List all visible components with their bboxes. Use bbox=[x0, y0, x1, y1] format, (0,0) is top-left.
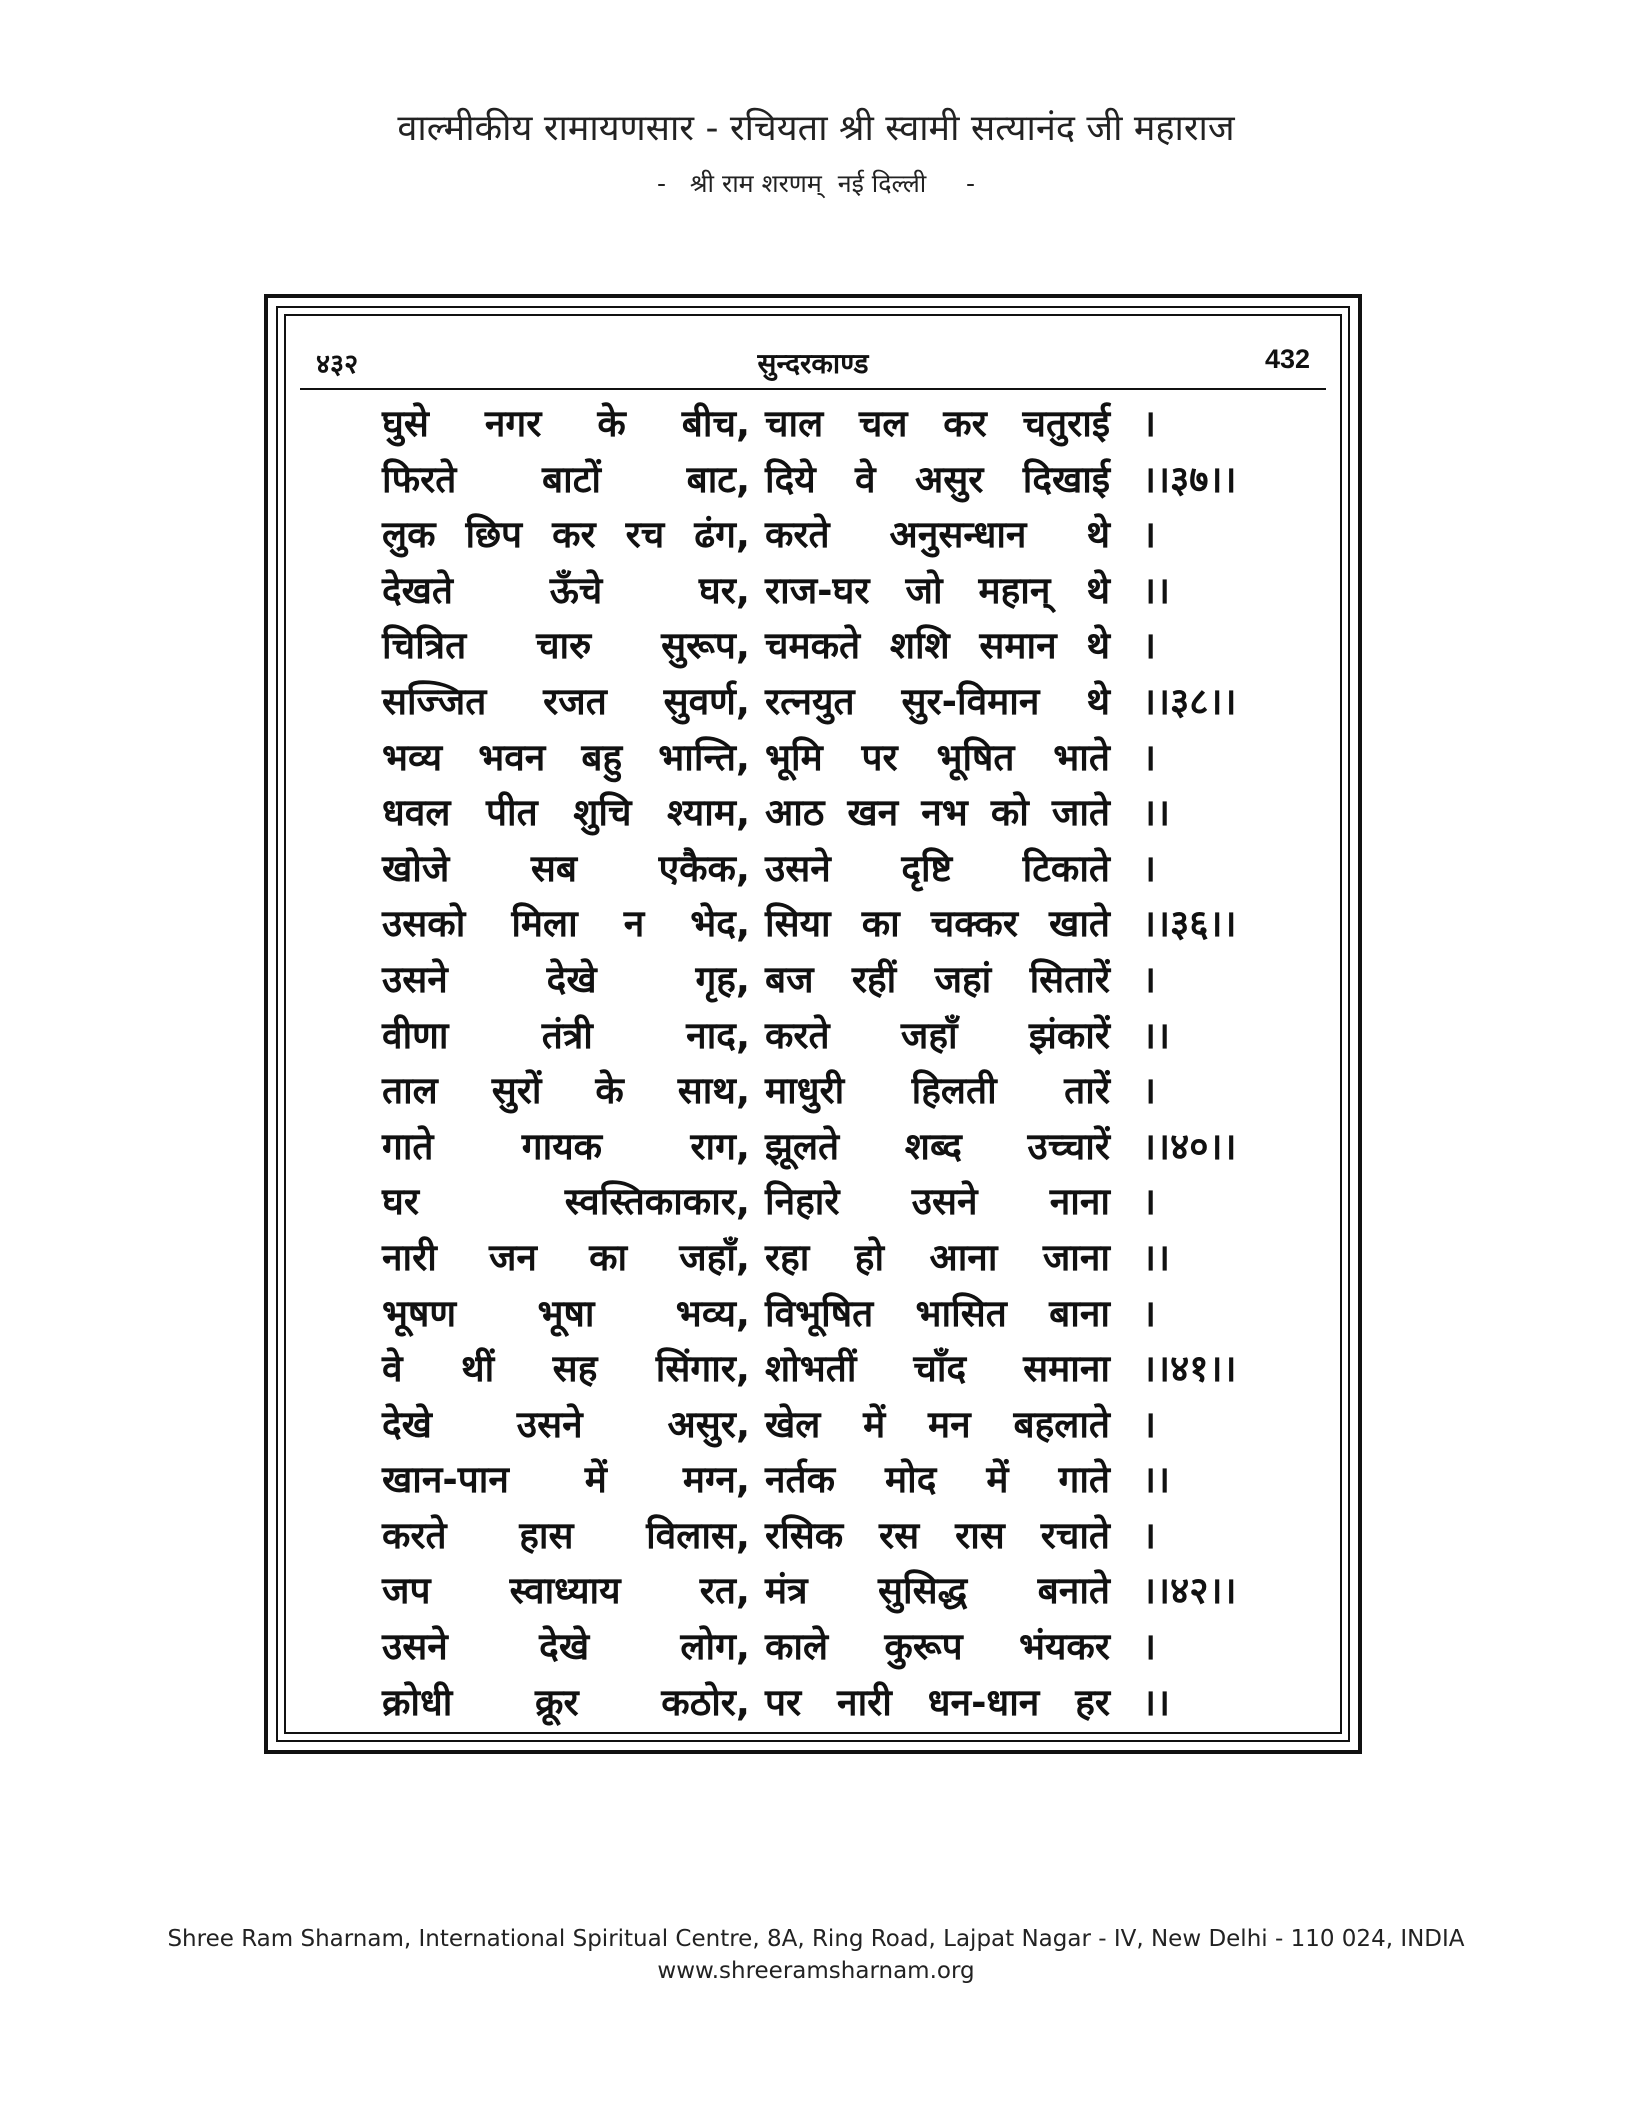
verse-mark: ।। bbox=[1142, 1235, 1171, 1279]
verse-second-half: दिये वे असुर दिखाई bbox=[765, 457, 1110, 501]
verse-first-half: ताल सुरों के साथ, bbox=[382, 1069, 750, 1113]
verse-second-half: आठ खन नभ को जाते bbox=[765, 791, 1110, 835]
verse-second-half: सिया का चक्कर खाते bbox=[765, 902, 1110, 946]
verse-second-half: चमकते शशि समान थे bbox=[765, 624, 1110, 668]
verse-first-half: उसने देखे लोग, bbox=[382, 1625, 750, 1669]
verse-first-half: भव्य भवन बहु भान्ति, bbox=[382, 735, 750, 779]
verse-line bbox=[382, 1230, 1282, 1286]
verse-mark: ।।३८।। bbox=[1142, 679, 1237, 723]
verse-line bbox=[382, 1174, 1282, 1230]
page-frame bbox=[264, 294, 1362, 1754]
verse-line bbox=[382, 785, 1282, 841]
verse-second-half: करते जहाँ झंकारें bbox=[765, 1013, 1110, 1057]
verse-line bbox=[382, 1063, 1282, 1119]
verse-mark: । bbox=[1142, 1069, 1157, 1113]
verse-second-half: खेल में मन बहलाते bbox=[765, 1402, 1110, 1446]
verse-second-half: नर्तक मोद में गाते bbox=[765, 1458, 1110, 1502]
verse-line bbox=[382, 1397, 1282, 1453]
verse-line bbox=[382, 730, 1282, 786]
verse-line bbox=[382, 1508, 1282, 1564]
verse-line bbox=[382, 1675, 1282, 1731]
document-subtitle: - श्री राम शरणम् नई दिल्ली - bbox=[656, 169, 976, 198]
page-frame-inner-border bbox=[284, 314, 1342, 1734]
verse-line bbox=[382, 618, 1282, 674]
verse-mark: । bbox=[1142, 1513, 1157, 1557]
verse-line bbox=[382, 1452, 1282, 1508]
verse-first-half: नारी जन का जहाँ, bbox=[382, 1235, 750, 1279]
verse-first-half: गाते गायक राग, bbox=[382, 1124, 750, 1168]
verse-line bbox=[382, 1008, 1282, 1064]
verse-first-half: देखे उसने असुर, bbox=[382, 1402, 750, 1446]
verse-mark: । bbox=[1142, 624, 1157, 668]
verse-first-half: जप स्वाध्याय रत, bbox=[382, 1569, 750, 1613]
verse-second-half: माधुरी हिलती तारें bbox=[765, 1069, 1110, 1113]
verse-line bbox=[382, 841, 1282, 897]
page-number-devanagari: ४३२ bbox=[316, 349, 359, 380]
verse-first-half: उसको मिला न भेद, bbox=[382, 902, 750, 946]
verse-mark: ।।४२।। bbox=[1142, 1569, 1237, 1613]
verse-first-half: देखते ऊँचे घर, bbox=[382, 568, 750, 612]
verse-line bbox=[382, 896, 1282, 952]
verse-mark: । bbox=[1142, 513, 1157, 557]
verse-line bbox=[382, 1563, 1282, 1619]
verse-line bbox=[382, 1286, 1282, 1342]
document-title: वाल्मीकीय रामायणसार - रचियता श्री स्वामी सत्यानंद जी महाराज bbox=[397, 108, 1235, 149]
verse-first-half: लुक छिप कर रच ढंग, bbox=[382, 513, 750, 557]
verse-first-half: घर स्वस्तिकाकार, bbox=[382, 1180, 750, 1224]
header-divider bbox=[300, 388, 1326, 390]
verse-first-half: वीणा तंत्री नाद, bbox=[382, 1013, 750, 1057]
verse-first-half: सज्जित रजत सुवर्ण, bbox=[382, 679, 750, 723]
verse-line bbox=[382, 674, 1282, 730]
verse-mark: । bbox=[1142, 1402, 1157, 1446]
verse-first-half: खान-पान में मग्न, bbox=[382, 1458, 750, 1502]
verse-mark: ।।३६।। bbox=[1142, 902, 1237, 946]
frame-header bbox=[316, 344, 1310, 388]
verse-mark: । bbox=[1142, 1180, 1157, 1224]
verse-mark: । bbox=[1142, 1625, 1157, 1669]
verse-mark: ।। bbox=[1142, 1458, 1171, 1502]
verse-line bbox=[382, 1341, 1282, 1397]
verse-mark: ।। bbox=[1142, 1680, 1171, 1724]
verse-first-half: धवल पीत शुचि श्याम, bbox=[382, 791, 750, 835]
footer-address: Shree Ram Sharnam, International Spiritual Centre, 8A, Ring Road, Lajpat Nagar - IV, New Delhi - 110 024, INDIA bbox=[167, 1926, 1465, 1952]
verse-line bbox=[382, 507, 1282, 563]
verse-first-half: क्रोधी क्रूर कठोर, bbox=[382, 1680, 750, 1724]
verse-mark: ।। bbox=[1142, 791, 1171, 835]
verse-line bbox=[382, 952, 1282, 1008]
verse-mark: । bbox=[1142, 957, 1157, 1001]
verse-second-half: राज-घर जो महान् थे bbox=[765, 568, 1110, 612]
verse-second-half: विभूषित भासित बाना bbox=[765, 1291, 1110, 1335]
verse-second-half: करते अनुसन्धान थे bbox=[765, 513, 1110, 557]
verse-second-half: शोभतीं चाँद समाना bbox=[765, 1347, 1110, 1391]
verse-first-half: करते हास विलास, bbox=[382, 1513, 750, 1557]
verse-second-half: निहारे उसने नाना bbox=[765, 1180, 1110, 1224]
verse-line bbox=[382, 1119, 1282, 1175]
verse-second-half: रसिक रस रास रचाते bbox=[765, 1513, 1110, 1557]
verse-mark: । bbox=[1142, 402, 1157, 445]
verse-line bbox=[382, 1619, 1282, 1675]
verse-second-half: चाल चल कर चतुराई bbox=[765, 402, 1110, 445]
verse-second-half: मंत्र सुसिद्ध बनाते bbox=[765, 1569, 1110, 1613]
verse-second-half: बज रहीं जहां सितारें bbox=[765, 957, 1110, 1001]
footer-url: www.shreeramsharnam.org bbox=[657, 1958, 975, 1984]
verse-second-half: उसने दृष्टि टिकाते bbox=[765, 846, 1110, 890]
verse-first-half: भूषण भूषा भव्य, bbox=[382, 1291, 750, 1335]
verse-second-half: रहा हो आना जाना bbox=[765, 1235, 1110, 1279]
verse-second-half: झूलते शब्द उच्चारें bbox=[765, 1124, 1110, 1168]
verse-second-half: रत्नयुत सुर-विमान थे bbox=[765, 679, 1110, 723]
page-number: 432 bbox=[1264, 344, 1310, 374]
verse-mark: ।।४१।। bbox=[1142, 1347, 1237, 1391]
verse-first-half: फिरते बाटों बाट, bbox=[382, 457, 750, 501]
verse-mark: ।।३७।। bbox=[1142, 457, 1237, 501]
verse-line bbox=[382, 563, 1282, 619]
verse-line bbox=[382, 396, 1282, 452]
verse-first-half: घुसे नगर के बीच, bbox=[382, 402, 750, 445]
verse-line bbox=[382, 452, 1282, 508]
page-frame-middle-border bbox=[276, 306, 1350, 1742]
verse-first-half: उसने देखे गृह, bbox=[382, 957, 750, 1001]
verse-mark: । bbox=[1142, 846, 1157, 890]
section-title: सुन्दरकाण्ड bbox=[757, 347, 869, 380]
verse-mark: ।। bbox=[1142, 568, 1171, 612]
verse-mark: । bbox=[1142, 1291, 1157, 1335]
verse-second-half: पर नारी धन-धान हर bbox=[765, 1680, 1110, 1724]
verse-mark: । bbox=[1142, 735, 1157, 779]
verse-mark: ।। bbox=[1142, 1013, 1171, 1057]
verse-second-half: काले कुरूप भंयकर bbox=[765, 1625, 1110, 1669]
verse-mark: ।।४०।। bbox=[1142, 1124, 1237, 1168]
verse-first-half: वे थीं सह सिंगार, bbox=[382, 1347, 750, 1391]
verse-first-half: खोजे सब एकैक, bbox=[382, 846, 750, 890]
verse-first-half: चित्रित चारु सुरूप, bbox=[382, 624, 750, 668]
verse-second-half: भूमि पर भूषित भाते bbox=[765, 735, 1110, 779]
verse-list bbox=[382, 396, 1282, 1730]
